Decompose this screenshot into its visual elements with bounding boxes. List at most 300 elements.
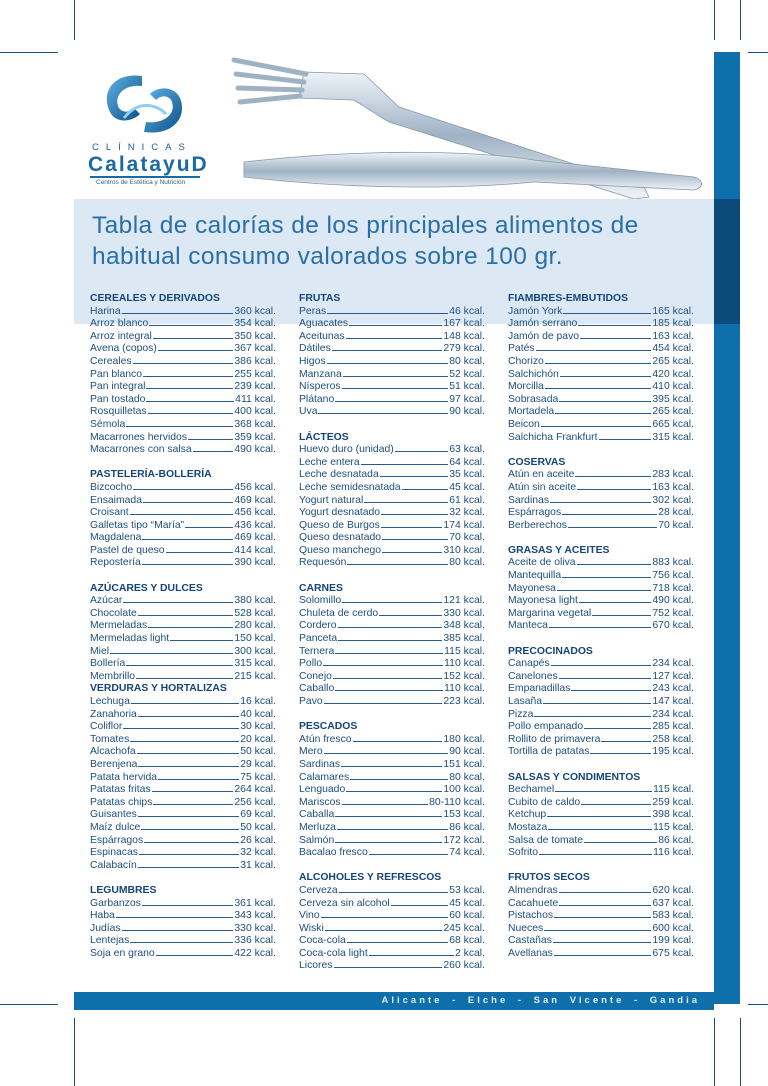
- section-spacer: [508, 860, 694, 873]
- food-row: [299, 885, 485, 898]
- food-row: [508, 784, 694, 797]
- food-kcal: 670 kcal.: [652, 620, 694, 632]
- food-kcal: 490 kcal.: [234, 444, 276, 456]
- food-kcal: 69 kcal.: [240, 809, 276, 821]
- food-kcal: 52 kcal.: [449, 368, 485, 380]
- leader-line: [325, 930, 443, 931]
- food-name: Chuleta de cerdo: [299, 607, 379, 619]
- leader-line: [382, 552, 442, 553]
- leader-line: [335, 653, 443, 654]
- leader-line: [549, 627, 652, 628]
- section-heading: LÁCTEOS: [299, 431, 349, 443]
- food-name: Huevo duro (unidad): [299, 444, 394, 456]
- leader-line: [138, 766, 239, 767]
- leader-line: [346, 791, 442, 792]
- food-name: Mermeladas light: [90, 633, 170, 645]
- leader-line: [122, 313, 234, 314]
- food-row: [508, 432, 694, 445]
- food-kcal: 285 kcal.: [652, 721, 694, 733]
- leader-line: [158, 779, 239, 780]
- food-kcal: 302 kcal.: [652, 494, 694, 506]
- food-name: Pan tostado: [90, 393, 146, 405]
- leader-line: [130, 942, 233, 943]
- leader-line: [577, 564, 652, 565]
- food-row: [299, 595, 485, 608]
- leader-line: [341, 766, 442, 767]
- food-name: Requesón: [299, 557, 347, 569]
- leader-line: [323, 665, 443, 666]
- food-name: Pollo: [299, 658, 323, 670]
- food-kcal: 368 kcal.: [234, 418, 276, 430]
- food-name: Merluza: [299, 821, 336, 833]
- page-title: Tabla de calorías de los principales alimentos de habitual consumo valorados sobre 100 gr.: [92, 212, 639, 270]
- food-kcal: 86 kcal.: [449, 821, 485, 833]
- leader-line: [158, 350, 234, 351]
- section-heading: FRUTOS SECOS: [508, 872, 590, 884]
- food-kcal: 675 kcal.: [652, 947, 694, 959]
- food-row: [90, 419, 276, 432]
- food-row: [508, 696, 694, 709]
- food-row: [508, 709, 694, 722]
- food-name: Uva: [299, 406, 318, 418]
- leader-line: [321, 917, 449, 918]
- food-name: Salmón: [299, 834, 335, 846]
- leader-line: [534, 716, 651, 717]
- food-name: Peras: [299, 305, 327, 317]
- food-name: Castañas: [508, 935, 552, 947]
- food-kcal: 583 kcal.: [652, 910, 694, 922]
- food-row: [299, 822, 485, 835]
- food-name: Pollo empanado: [508, 721, 584, 733]
- food-name: Macarrones hervidos: [90, 431, 188, 443]
- food-kcal: 74 kcal.: [449, 847, 485, 859]
- leader-line: [575, 476, 651, 477]
- leader-line: [193, 451, 234, 452]
- leader-line: [133, 489, 233, 490]
- leader-line: [563, 313, 651, 314]
- leader-line: [543, 703, 651, 704]
- food-name: Alcachofa: [90, 746, 136, 758]
- food-name: Pan integral: [90, 381, 146, 393]
- food-kcal: 264 kcal.: [234, 784, 276, 796]
- food-name: Caballa: [299, 809, 335, 821]
- food-name: Yogurt desnatado: [299, 507, 381, 519]
- food-row: [299, 507, 485, 520]
- food-kcal: 752 kcal.: [652, 607, 694, 619]
- food-row: [90, 507, 276, 520]
- leader-line: [364, 502, 448, 503]
- section-spacer: [299, 860, 485, 873]
- leader-line: [327, 363, 449, 364]
- food-kcal: 70 kcal.: [449, 532, 485, 544]
- food-row: [90, 935, 276, 948]
- leader-line: [342, 804, 429, 805]
- leader-line: [324, 703, 443, 704]
- food-row: [299, 557, 485, 570]
- leader-line: [318, 413, 448, 414]
- leader-line: [584, 842, 657, 843]
- food-kcal: 280 kcal.: [234, 620, 276, 632]
- food-name: Sardinas: [508, 494, 550, 506]
- food-row: [299, 960, 485, 973]
- leader-line: [578, 325, 651, 326]
- food-kcal: 86 kcal.: [658, 834, 694, 846]
- leader-line: [143, 376, 233, 377]
- food-kcal: 50 kcal.: [240, 746, 276, 758]
- leader-line: [153, 804, 233, 805]
- food-name: Manzana: [299, 368, 342, 380]
- food-row: [90, 633, 276, 646]
- leader-line: [138, 867, 239, 868]
- food-row: [90, 482, 276, 495]
- crop-mark: [74, 1018, 75, 1086]
- food-name: Harina: [90, 305, 121, 317]
- leader-line: [142, 905, 234, 906]
- food-name: Leche desnatada: [299, 469, 379, 481]
- food-name: Haba: [90, 910, 115, 922]
- leader-line: [148, 413, 234, 414]
- footer-locations: Alicante - Elche - San Vicente - Gandia: [381, 995, 700, 1006]
- food-row: [90, 835, 276, 848]
- food-row: [508, 734, 694, 747]
- leader-line: [142, 539, 233, 540]
- food-name: Margarina vegetal: [508, 607, 592, 619]
- food-kcal: 167 kcal.: [443, 318, 485, 330]
- food-name: Sémola: [90, 418, 126, 430]
- food-name: Pizza: [508, 708, 534, 720]
- food-row: [508, 847, 694, 860]
- leader-line: [342, 388, 449, 389]
- section-spacer: [90, 570, 276, 583]
- food-name: Atún en aceite: [508, 469, 575, 481]
- food-kcal: 361 kcal.: [234, 897, 276, 909]
- food-kcal: 255 kcal.: [234, 368, 276, 380]
- leader-line: [347, 942, 448, 943]
- food-row: [299, 369, 485, 382]
- leader-line: [584, 728, 651, 729]
- leader-line: [350, 779, 448, 780]
- leader-line: [539, 854, 652, 855]
- leader-line: [143, 502, 233, 503]
- food-name: Panceta: [299, 633, 338, 645]
- food-name: Pan blanco: [90, 368, 142, 380]
- food-row: [90, 797, 276, 810]
- food-column-3: [508, 293, 694, 960]
- leader-line: [562, 577, 651, 578]
- food-row: [508, 306, 694, 319]
- food-row: [508, 898, 694, 911]
- food-name: Mantequilla: [508, 570, 562, 582]
- food-kcal: 151 kcal.: [443, 758, 485, 770]
- food-kcal: 40 kcal.: [240, 708, 276, 720]
- food-row: [299, 847, 485, 860]
- food-name: Berberechos: [508, 519, 567, 531]
- food-name: Dátiles: [299, 343, 331, 355]
- food-kcal: 315 kcal.: [652, 431, 694, 443]
- section-heading: PASTELERÍA-BOLLERÍA: [90, 469, 212, 481]
- food-name: Soja en grano: [90, 947, 155, 959]
- food-row: [508, 394, 694, 407]
- food-row: [299, 520, 485, 533]
- food-name: Patatas fritas: [90, 784, 151, 796]
- food-row: [508, 369, 694, 382]
- food-name: Solomillo: [299, 595, 342, 607]
- food-row: [90, 772, 276, 785]
- food-kcal: 234 kcal.: [652, 658, 694, 670]
- section-heading: LEGUMBRES: [90, 884, 157, 896]
- food-kcal: 390 kcal.: [234, 557, 276, 569]
- crop-mark: [748, 52, 768, 53]
- food-row: [90, 381, 276, 394]
- leader-line: [335, 842, 442, 843]
- leader-line: [554, 917, 651, 918]
- food-row: [299, 772, 485, 785]
- food-kcal: 51 kcal.: [449, 381, 485, 393]
- food-kcal: 420 kcal.: [652, 368, 694, 380]
- food-row: [90, 721, 276, 734]
- food-kcal: 469 kcal.: [234, 532, 276, 544]
- leader-line: [156, 955, 234, 956]
- section-heading: CARNES: [299, 582, 343, 594]
- food-row: [299, 835, 485, 848]
- leader-line: [342, 602, 442, 603]
- food-name: Croisant: [90, 507, 129, 519]
- leader-line: [136, 678, 233, 679]
- food-row: [90, 923, 276, 936]
- leader-line: [551, 665, 652, 666]
- food-kcal: 153 kcal.: [443, 809, 485, 821]
- food-kcal: 414 kcal.: [234, 544, 276, 556]
- food-kcal: 756 kcal.: [652, 570, 694, 582]
- food-row: [90, 532, 276, 545]
- leader-line: [110, 653, 233, 654]
- leader-line: [547, 816, 651, 817]
- food-kcal: 80 kcal.: [449, 355, 485, 367]
- food-kcal: 116 kcal.: [653, 847, 694, 859]
- food-row: [90, 759, 276, 772]
- food-kcal: 32 kcal.: [240, 847, 276, 859]
- leader-line: [335, 816, 442, 817]
- leader-line: [339, 892, 448, 893]
- crop-mark: [714, 0, 715, 40]
- food-row: [508, 595, 694, 608]
- food-row: [90, 822, 276, 835]
- food-row: [508, 935, 694, 948]
- food-kcal: 350 kcal.: [234, 330, 276, 342]
- food-kcal: 163 kcal.: [652, 481, 694, 493]
- leader-line: [126, 665, 233, 666]
- leader-line: [577, 489, 651, 490]
- food-row: [299, 545, 485, 558]
- food-name: Caballo: [299, 683, 335, 695]
- leader-line: [335, 401, 448, 402]
- food-name: Lasaña: [508, 696, 543, 707]
- section-spacer: [299, 419, 485, 432]
- food-row: [299, 759, 485, 772]
- food-name: Aguacates: [299, 318, 349, 330]
- food-kcal: 152 kcal.: [443, 670, 485, 682]
- food-row: [299, 495, 485, 508]
- leader-line: [553, 942, 652, 943]
- section-spacer: [90, 457, 276, 470]
- food-name: Miel: [90, 645, 110, 657]
- leader-line: [559, 678, 652, 679]
- food-kcal: 64 kcal.: [449, 456, 485, 468]
- food-kcal: 195 kcal.: [652, 746, 694, 758]
- food-row: [299, 734, 485, 747]
- section-heading: GRASAS Y ACEITES: [508, 544, 610, 556]
- food-kcal: 127 kcal.: [652, 670, 694, 682]
- food-kcal: 456 kcal.: [234, 507, 276, 519]
- food-kcal: 469 kcal.: [234, 494, 276, 506]
- leader-line: [138, 615, 234, 616]
- food-row: [299, 784, 485, 797]
- food-kcal: 386 kcal.: [234, 355, 276, 367]
- food-kcal: 30 kcal.: [240, 721, 276, 733]
- food-row: [508, 570, 694, 583]
- food-kcal: 110 kcal.: [444, 683, 485, 695]
- food-row: [90, 809, 276, 822]
- food-kcal: 256 kcal.: [234, 796, 276, 808]
- food-row: [508, 746, 694, 759]
- food-name: Arroz integral: [90, 330, 152, 342]
- food-name: Avena (copos): [90, 343, 157, 355]
- food-row: [90, 394, 276, 407]
- crop-mark: [740, 1018, 741, 1086]
- leader-line: [338, 627, 443, 628]
- food-row: [299, 671, 485, 684]
- leader-line: [133, 363, 234, 364]
- food-name: Espárragos: [508, 507, 562, 519]
- leader-line: [139, 854, 239, 855]
- leader-line: [559, 892, 652, 893]
- leader-line: [327, 313, 448, 314]
- food-row: [508, 620, 694, 633]
- food-name: Mero: [299, 746, 323, 758]
- food-kcal: 29 kcal.: [240, 758, 276, 770]
- section-spacer: [508, 759, 694, 772]
- food-kcal: 234 kcal.: [652, 708, 694, 720]
- food-row: [508, 683, 694, 696]
- leader-line: [536, 350, 652, 351]
- food-name: Almendras: [508, 884, 558, 896]
- cutlery-image: [224, 52, 714, 199]
- food-kcal: 258 kcal.: [652, 733, 694, 745]
- food-name: Vino: [299, 910, 320, 922]
- food-row: [299, 948, 485, 961]
- food-row: [90, 595, 276, 608]
- food-kcal: 172 kcal.: [443, 834, 485, 846]
- food-name: Jamón serrano: [508, 318, 578, 330]
- food-kcal: 265 kcal.: [652, 355, 694, 367]
- section-heading: FIAMBRES-EMBUTIDOS: [508, 293, 629, 304]
- food-name: Berenjena: [90, 758, 138, 770]
- food-name: Pistachos: [508, 910, 554, 922]
- food-row: [90, 646, 276, 659]
- food-name: Cereales: [90, 355, 132, 367]
- leader-line: [138, 716, 239, 717]
- food-kcal: 411 kcal.: [235, 393, 276, 405]
- food-row: [508, 343, 694, 356]
- food-row: [90, 306, 276, 319]
- food-name: Chocolate: [90, 607, 137, 619]
- food-kcal: 97 kcal.: [449, 393, 485, 405]
- food-row: [90, 432, 276, 445]
- food-kcal: 348 kcal.: [443, 620, 485, 632]
- food-name: Repostería: [90, 557, 141, 569]
- section-heading: AZÚCARES Y DULCES: [90, 582, 203, 594]
- leader-line: [153, 338, 234, 339]
- food-name: Ternera: [299, 645, 335, 657]
- food-row: [508, 406, 694, 419]
- food-row: [299, 923, 485, 936]
- food-row: [90, 847, 276, 860]
- section-spacer: [508, 532, 694, 545]
- food-row: [508, 482, 694, 495]
- leader-line: [562, 514, 657, 515]
- food-name: Calamares: [299, 771, 350, 783]
- food-kcal: 265 kcal.: [652, 406, 694, 418]
- food-row: [90, 331, 276, 344]
- food-name: Avellanas: [508, 947, 553, 959]
- food-row: [90, 746, 276, 759]
- food-kcal: 360 kcal.: [234, 305, 276, 317]
- food-name: Queso de Burgos: [299, 519, 380, 531]
- food-row: [90, 343, 276, 356]
- leader-line: [568, 527, 657, 528]
- crop-mark: [74, 0, 75, 40]
- food-kcal: 60 kcal.: [449, 910, 485, 922]
- food-name: Yogurt natural: [299, 494, 364, 506]
- food-kcal: 147 kcal.: [652, 696, 694, 707]
- food-kcal: 528 kcal.: [234, 607, 276, 619]
- section-heading: PESCADOS: [299, 721, 358, 733]
- food-name: Leche semidesnatada: [299, 481, 401, 493]
- food-name: Coliflor: [90, 721, 123, 733]
- leader-line: [579, 602, 652, 603]
- food-name: Aceitunas: [299, 330, 345, 342]
- food-kcal: 110 kcal.: [444, 658, 485, 670]
- leader-line: [361, 464, 449, 465]
- food-kcal: 199 kcal.: [652, 935, 694, 947]
- food-kcal: 148 kcal.: [443, 330, 485, 342]
- food-row: [299, 683, 485, 696]
- food-row: [299, 898, 485, 911]
- leader-line: [148, 627, 233, 628]
- food-name: Higos: [299, 355, 326, 367]
- crop-mark: [740, 0, 741, 40]
- food-kcal: 330 kcal.: [443, 607, 485, 619]
- food-name: Wiski: [299, 922, 324, 934]
- food-name: Bizcocho: [90, 481, 133, 493]
- leader-line: [122, 930, 234, 931]
- brand-tagline: Centros de Estética y Nutrición: [96, 179, 186, 186]
- food-row: [508, 331, 694, 344]
- leader-line: [116, 917, 234, 918]
- food-name: Sofrito: [508, 847, 539, 859]
- food-name: Bacalao fresco: [299, 847, 368, 859]
- food-row: [508, 507, 694, 520]
- leader-line: [555, 413, 651, 414]
- food-kcal: 330 kcal.: [234, 922, 276, 934]
- food-kcal: 26 kcal.: [240, 834, 276, 846]
- food-name: Mermeladas: [90, 620, 148, 632]
- food-kcal: 32 kcal.: [449, 507, 485, 519]
- food-row: [299, 746, 485, 759]
- leader-line: [381, 527, 443, 528]
- food-row: [90, 495, 276, 508]
- food-name: Mariscos: [299, 796, 341, 808]
